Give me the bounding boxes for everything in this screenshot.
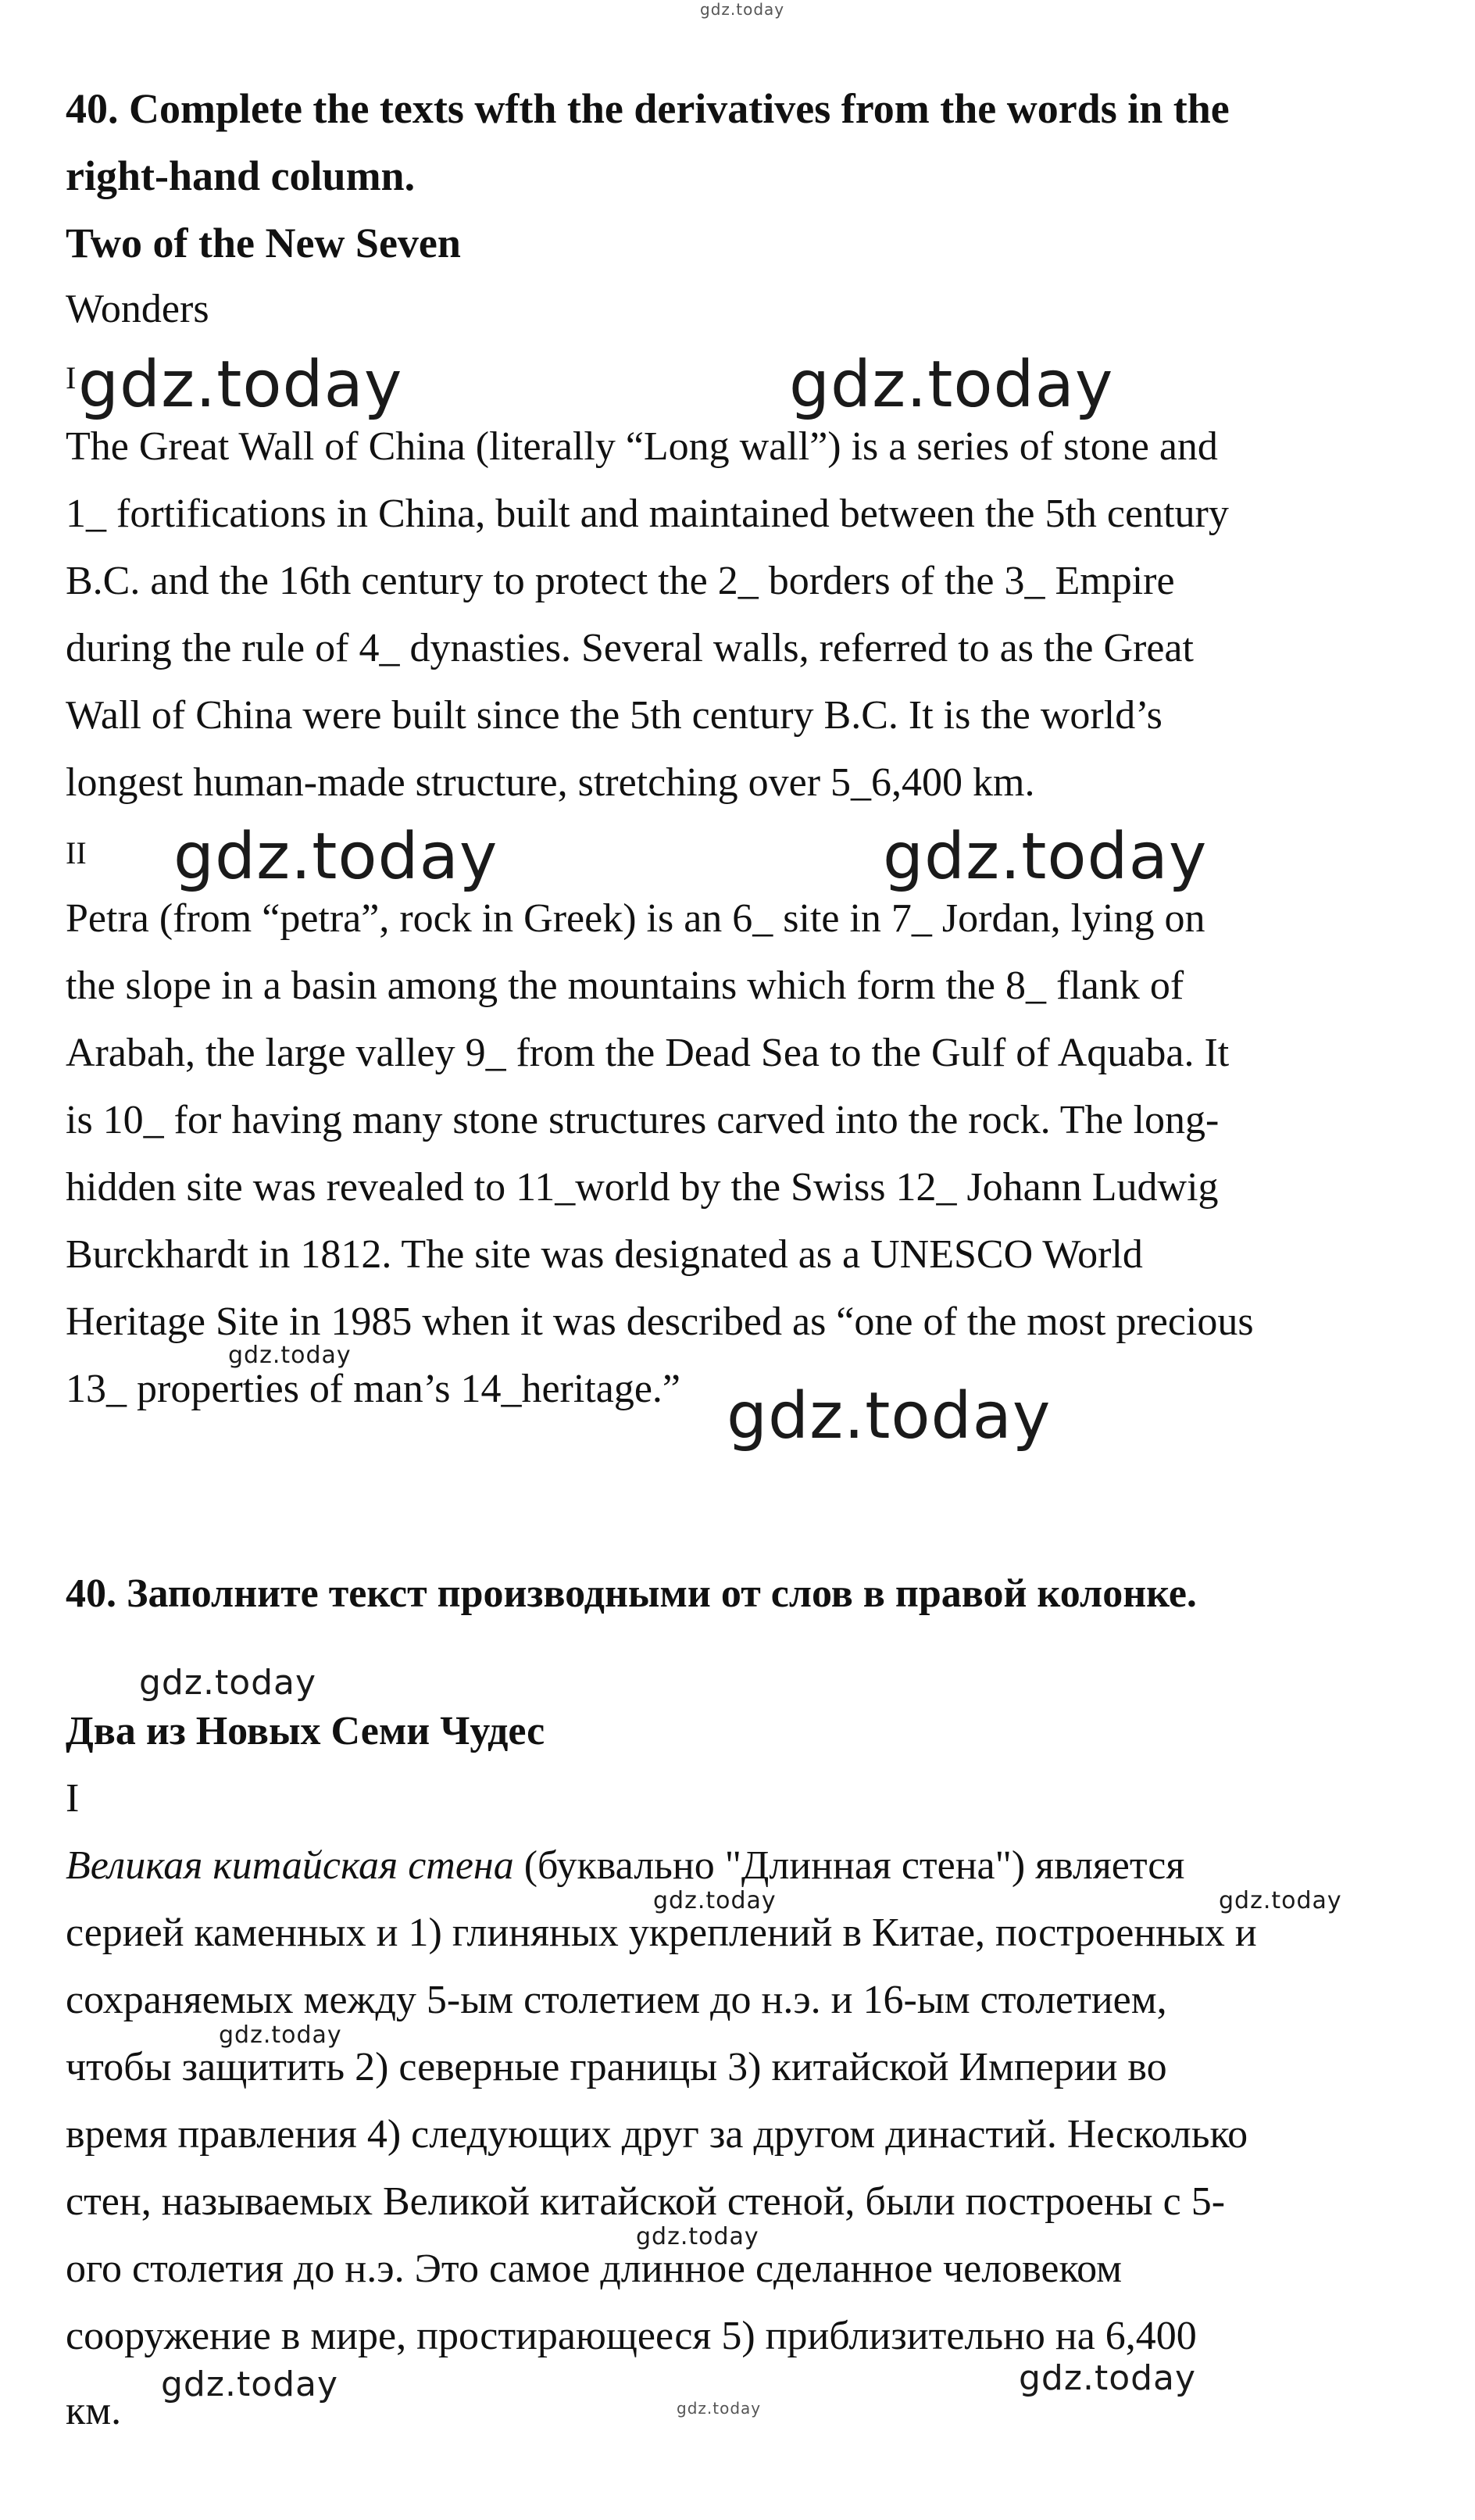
english-part2-label: II xyxy=(66,835,87,870)
watermark-12: gdz.today xyxy=(1019,2358,1197,2398)
russian-part1-label: I xyxy=(66,1776,80,1821)
watermark-bottom: gdz.today xyxy=(677,2399,762,2418)
russian-line-3: сохраняемых между 5-ым столетием до н.э. и 16-ым столетием, xyxy=(66,1978,1167,2022)
english-part2-line-8: 13_ properties of man’s 14_heritage.” xyxy=(66,1367,680,1411)
english-part2-line-4: is 10_ for having many stone structures carved into the rock. The long- xyxy=(66,1098,1220,1142)
russian-line-6: стен, называемых Великой китайской стеной, были построены с 5- xyxy=(66,2179,1226,2224)
english-part2-line-3: Arabah, the large valley 9_ from the Dead Sea to the Gulf of Aquaba. It xyxy=(66,1031,1230,1075)
watermark-2: gdz.today xyxy=(789,348,1114,422)
russian-line-2: серией каменных и 1) глиняных укреплений в Китае, построенных и xyxy=(66,1911,1257,1955)
english-title: Two of the New Seven xyxy=(66,220,461,266)
english-subtitle: Wonders xyxy=(66,287,209,331)
english-heading-line-2: right-hand column. xyxy=(66,152,416,199)
english-part2-line-2: the slope in a basin among the mountains which form the 8_ flank of xyxy=(66,963,1184,1008)
russian-line-1-rest: (буквально "Длинная стена") является xyxy=(513,1843,1185,1888)
russian-line-4: чтобы защитить 2) северные границы 3) китайской Империи во xyxy=(66,2045,1167,2089)
english-part2-line-7: Heritage Site in 1985 when it was described as “one of the most precious xyxy=(66,1299,1254,1344)
english-part2-line-1: Petra (from “petra”, rock in Greek) is an 6_ site in 7_ Jordan, lying on xyxy=(66,896,1205,941)
watermark-3: gdz.today xyxy=(173,820,498,894)
russian-line-8: сооружение в мире, простирающееся 5) приблизительно на 6,400 xyxy=(66,2314,1197,2358)
english-part2-line-5: hidden site was revealed to 11_world by the Swiss 12_ Johann Ludwig xyxy=(66,1165,1219,1210)
russian-line-7: ого столетия до н.э. Это самое длинное сделанное человеком xyxy=(66,2247,1123,2291)
watermark-8: gdz.today xyxy=(653,1887,777,1914)
english-heading-line-1: 40. Complete the texts wfth the derivatives from the words in the xyxy=(66,85,1230,132)
watermark-11: gdz.today xyxy=(636,2223,759,2250)
russian-heading: 40. Заполните текст производными от слов в правой колонке. xyxy=(66,1571,1197,1616)
russian-line-5: время правления 4) следующих друг за другом династий. Несколько xyxy=(66,2112,1248,2157)
english-part1-line-4: during the rule of 4_ dynasties. Several walls, referred to as the Great xyxy=(66,626,1194,670)
watermark-6: gdz.today xyxy=(727,1379,1052,1453)
russian-title: Два из Новых Семи Чудес xyxy=(66,1709,545,1753)
russian-line-1 xyxy=(66,1843,1185,1888)
watermark-9: gdz.today xyxy=(1219,1887,1342,1914)
watermark-1: gdz.today xyxy=(78,348,403,422)
english-part1-line-3: B.C. and the 16th century to protect the 2_ borders of the 3_ Empire xyxy=(66,559,1175,603)
watermark-4: gdz.today xyxy=(883,820,1208,894)
watermark-10: gdz.today xyxy=(219,2021,342,2049)
english-part1-line-2: 1_ fortifications in China, built and maintained between the 5th century xyxy=(66,491,1229,536)
watermark-5: gdz.today xyxy=(228,1342,352,1369)
english-part1-line-1: The Great Wall of China (literally “Long wall”) is a series of stone and xyxy=(66,424,1218,469)
watermark-7: gdz.today xyxy=(139,1663,317,1703)
russian-line-9: км. xyxy=(66,2389,122,2433)
english-part1-line-6: longest human-made structure, stretching over 5_6,400 km. xyxy=(66,760,1035,805)
english-part1-label: I xyxy=(66,360,77,395)
watermark-top: gdz.today xyxy=(700,0,785,19)
english-part1-line-5: Wall of China were built since the 5th century B.C. It is the world’s xyxy=(66,693,1162,738)
russian-line-1-italic: Великая китайская стена xyxy=(66,1843,514,1888)
english-part2-line-6: Burckhardt in 1812. The site was designated as a UNESCO World xyxy=(66,1232,1143,1277)
watermark-13: gdz.today xyxy=(161,2365,339,2404)
